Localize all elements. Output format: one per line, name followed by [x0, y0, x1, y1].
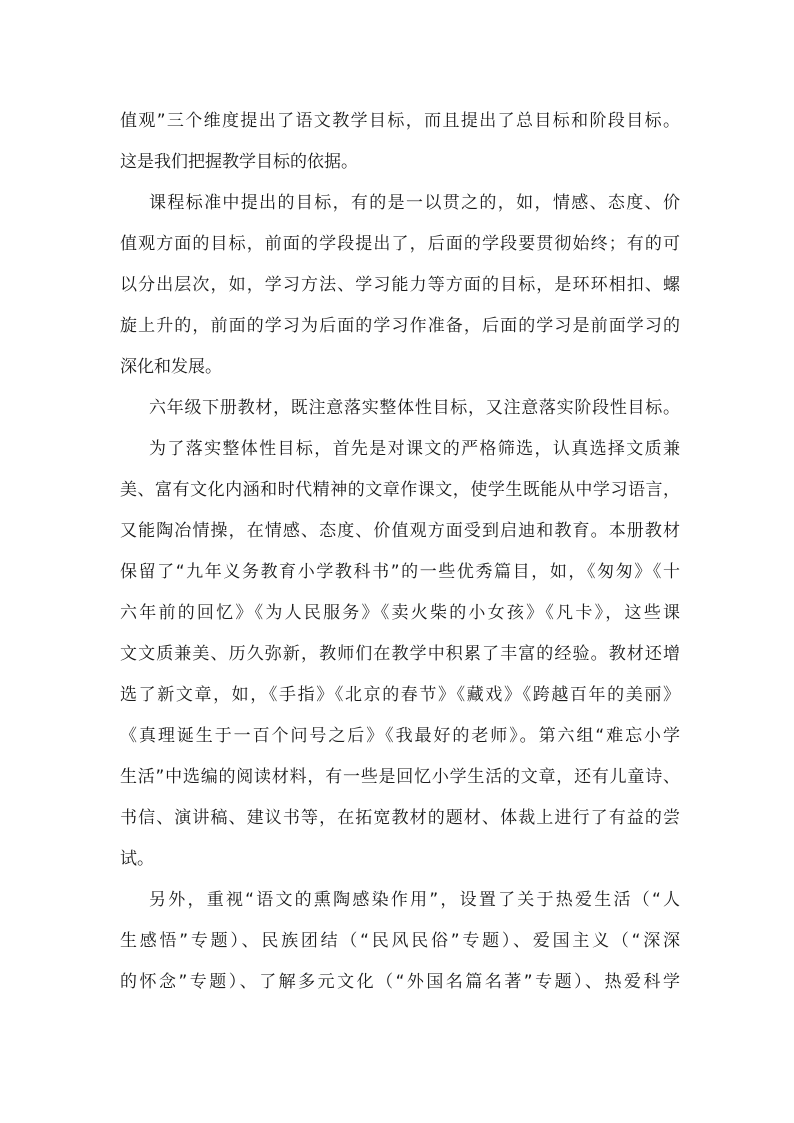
paragraph-line: 《真理诞生于一百个问号之后》《我最好的老师》。第六组“难忘小学 — [120, 726, 680, 746]
paragraph-line: 试。 — [120, 849, 154, 869]
paragraph-first-line: 课程标准中提出的目标，有的是一以贯之的，如，情感、态度、价 — [149, 193, 680, 213]
paragraph-line: 书信、演讲稿、建议书等，在拓宽教材的题材、体裁上进行了有益的尝 — [120, 808, 680, 828]
paragraph-line: 值观方面的目标，前面的学段提出了，后面的学段要贯彻始终；有的可 — [120, 234, 680, 254]
paragraph-first-line: 另外，重视“语文的熏陶感染作用”，设置了关于热爱生活（“人 — [149, 890, 680, 910]
paragraph-line: 这是我们把握教学目标的依据。 — [120, 152, 358, 172]
paragraph-line: 美、富有文化内涵和时代精神的文章作课文，使学生既能从中学习语言， — [120, 480, 680, 500]
paragraph-first-line: 六年级下册教材，既注意落实整体性目标，又注意落实阶段性目标。 — [149, 398, 680, 418]
paragraph-line: 深化和发展。 — [120, 357, 222, 377]
paragraph-line: 生活”中选编的阅读材料，有一些是回忆小学生活的文章，还有儿童诗、 — [120, 767, 680, 787]
paragraph-line: 六年前的回忆》《为人民服务》《卖火柴的小女孩》《凡卡》，这些课 — [120, 603, 680, 623]
document-body — [120, 101, 680, 1003]
paragraph-line: 保留了“九年义务教育小学教科书”的一些优秀篇目，如，《匆匆》《十 — [120, 562, 680, 582]
paragraph-line: 选了新文章，如，《手指》《北京的春节》《藏戏》《跨越百年的美丽》 — [120, 685, 680, 705]
paragraph-line: 的怀念”专题）、了解多元文化（“外国名篇名著”专题）、热爱科学 — [120, 972, 680, 992]
paragraph-line: 以分出层次，如，学习方法、学习能力等方面的目标，是环环相扣、螺 — [120, 275, 680, 295]
paragraph-first-line: 为了落实整体性目标，首先是对课文的严格筛选，认真选择文质兼 — [149, 439, 680, 459]
paragraph-line: 文文质兼美、历久弥新，教师们在教学中积累了丰富的经验。教材还增 — [120, 644, 680, 664]
paragraph-line: 又能陶冶情操，在情感、态度、价值观方面受到启迪和教育。本册教材 — [120, 521, 680, 541]
paragraph-line: 旋上升的，前面的学习为后面的学习作准备，后面的学习是前面学习的 — [120, 316, 680, 336]
paragraph-line: 值观”三个维度提出了语文教学目标，而且提出了总目标和阶段目标。 — [120, 111, 680, 131]
paragraph-line: 生感悟”专题）、民族团结（“民风民俗”专题）、爱国主义（“深深 — [120, 931, 680, 951]
